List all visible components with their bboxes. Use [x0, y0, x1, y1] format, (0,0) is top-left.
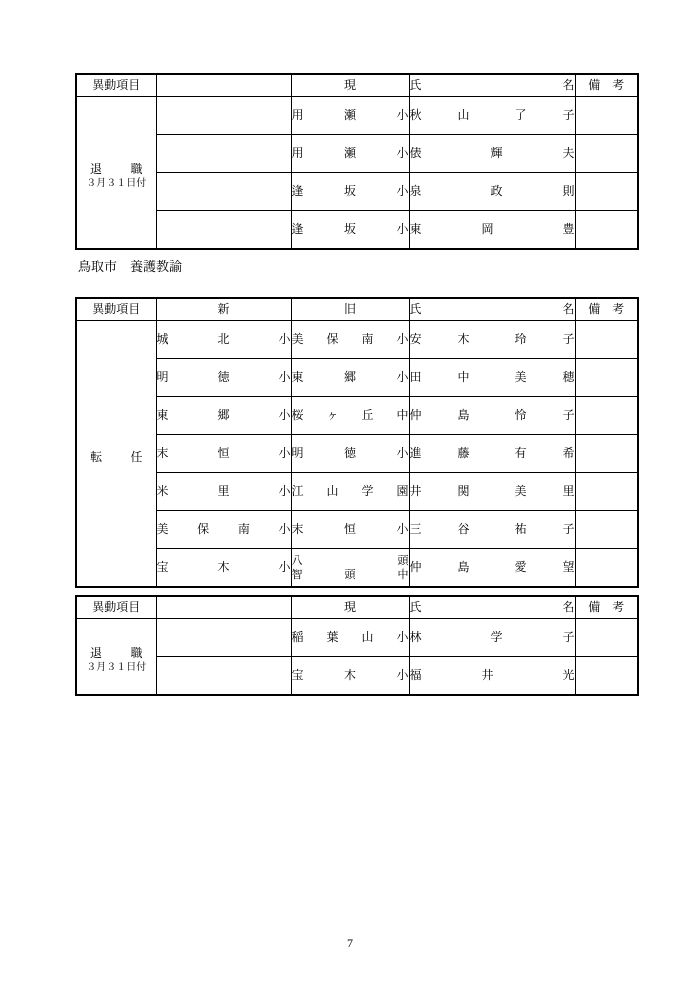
cell-note: [575, 97, 638, 135]
cell-move-type: [76, 97, 156, 250]
move-date-label: ３月３１日付: [86, 661, 147, 673]
old-school-line1: 八 頭: [291, 554, 409, 567]
table-header-row: [76, 596, 638, 619]
cell-person-name: 秋 山 了 子: [409, 97, 575, 135]
table-row: [76, 473, 638, 511]
cell-old-school: 明 徳 小: [291, 435, 409, 473]
transfer-table: [75, 297, 639, 588]
cell-note: [575, 549, 638, 588]
move-type-label: 退 職: [90, 161, 143, 176]
header-item: 異動項目: [76, 596, 156, 619]
cell-current-school: 用 瀬 小: [291, 135, 409, 173]
header-item: 異動項目: [76, 74, 156, 97]
cell-new-school: 宝 木 小: [156, 549, 291, 588]
move-type-label: 退 職: [90, 645, 143, 660]
table-row: [76, 135, 638, 173]
cell-note: [575, 211, 638, 250]
cell-new-school: 明 徳 小: [156, 359, 291, 397]
cell-person-name: 林 学 子: [409, 619, 575, 657]
cell-old-school: [291, 549, 409, 588]
section-label: 鳥取市 養護教諭: [78, 259, 183, 274]
cell-note: [575, 619, 638, 657]
header-name: 氏 名: [409, 596, 575, 619]
cell-person-name: 俵 輝 夫: [409, 135, 575, 173]
header-note: 備 考: [575, 74, 638, 97]
cell-current-school: 逢 坂 小: [291, 173, 409, 211]
header-note: 備 考: [575, 298, 638, 321]
cell-person-name: 田 中 美 穂: [409, 359, 575, 397]
header-name: 氏 名: [409, 298, 575, 321]
page-number: 7: [347, 936, 353, 950]
header-current: 現: [291, 74, 409, 97]
cell-blank: [156, 211, 291, 250]
cell-person-name: 泉 政 則: [409, 173, 575, 211]
cell-blank: [156, 97, 291, 135]
retirement-table-top: [75, 73, 639, 250]
cell-note: [575, 321, 638, 359]
cell-note: [575, 397, 638, 435]
cell-blank: [156, 173, 291, 211]
table-row: [76, 435, 638, 473]
header-blank: [156, 596, 291, 619]
cell-new-school: 東 郷 小: [156, 397, 291, 435]
cell-person-name: 井 関 美 里: [409, 473, 575, 511]
old-school-line2: 智 頭 中: [291, 568, 409, 581]
header-old: 旧: [291, 298, 409, 321]
cell-new-school: 城 北 小: [156, 321, 291, 359]
cell-blank: [156, 135, 291, 173]
table-header-row: [76, 74, 638, 97]
cell-old-school: 末 恒 小: [291, 511, 409, 549]
cell-old-school: 江 山 学 園: [291, 473, 409, 511]
cell-move-type: [76, 321, 156, 588]
header-item: 異動項目: [76, 298, 156, 321]
header-note: 備 考: [575, 596, 638, 619]
table-row: [76, 97, 638, 135]
table-row: [76, 397, 638, 435]
cell-blank: [156, 619, 291, 657]
cell-old-school: 美 保 南 小: [291, 321, 409, 359]
cell-current-school: 用 瀬 小: [291, 97, 409, 135]
cell-current-school: 稲 葉 山 小: [291, 619, 409, 657]
cell-current-school: 宝 木 小: [291, 657, 409, 696]
header-blank: [156, 74, 291, 97]
table-row: [76, 549, 638, 588]
table-row: [76, 359, 638, 397]
cell-new-school: 米 里 小: [156, 473, 291, 511]
cell-note: [575, 657, 638, 696]
cell-person-name: 東 岡 豊: [409, 211, 575, 250]
table-row: [76, 619, 638, 657]
cell-note: [575, 135, 638, 173]
cell-note: [575, 435, 638, 473]
cell-person-name: 仲 島 愛 望: [409, 549, 575, 588]
cell-person-name: 進 藤 有 希: [409, 435, 575, 473]
table-row: [76, 211, 638, 250]
cell-note: [575, 473, 638, 511]
table-row: [76, 321, 638, 359]
table-row: [76, 173, 638, 211]
move-date-label: ３月３１日付: [86, 177, 147, 189]
cell-new-school: 末 恒 小: [156, 435, 291, 473]
cell-move-type: [76, 619, 156, 696]
cell-person-name: 三 谷 祐 子: [409, 511, 575, 549]
cell-person-name: 福 井 光: [409, 657, 575, 696]
table-row: [76, 657, 638, 696]
move-type-label: 転 任: [90, 449, 143, 464]
cell-note: [575, 511, 638, 549]
table-row: [76, 511, 638, 549]
cell-new-school: 美 保 南 小: [156, 511, 291, 549]
header-current: 現: [291, 596, 409, 619]
cell-old-school: 桜 ヶ 丘 中: [291, 397, 409, 435]
header-name: 氏 名: [409, 74, 575, 97]
cell-current-school: 逢 坂 小: [291, 211, 409, 250]
header-new: 新: [156, 298, 291, 321]
cell-note: [575, 359, 638, 397]
cell-person-name: 仲 島 怜 子: [409, 397, 575, 435]
cell-person-name: 安 木 玲 子: [409, 321, 575, 359]
cell-blank: [156, 657, 291, 696]
retirement-table-bottom: [75, 595, 639, 696]
table-header-row: [76, 298, 638, 321]
cell-old-school: 東 郷 小: [291, 359, 409, 397]
cell-note: [575, 173, 638, 211]
